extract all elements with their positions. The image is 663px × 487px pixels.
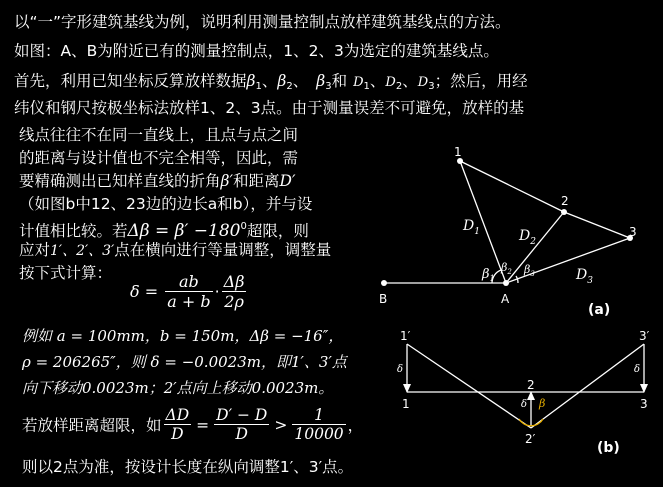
angle-condition: Δβ = β′ −180 bbox=[127, 221, 241, 241]
label-beta1: $\beta_1$ bbox=[482, 267, 495, 283]
equals-sign: = bbox=[196, 415, 210, 434]
formula-intro: 若放样距离超限，如 bbox=[22, 416, 162, 435]
step-text: 超限，则 bbox=[246, 222, 309, 240]
subscript: 3 bbox=[325, 81, 332, 92]
greater-than-sign: > bbox=[274, 415, 288, 434]
comma: ， bbox=[347, 416, 364, 435]
separator: 、 bbox=[261, 72, 278, 90]
figure-b-label: (b) bbox=[597, 440, 620, 456]
numerator: ΔD bbox=[165, 406, 190, 424]
d-symbol: D bbox=[385, 75, 396, 90]
label-beta2: $\beta_2$ bbox=[501, 261, 512, 276]
step-text: 线点往往不在同一直线上，且点与点之间 bbox=[19, 126, 299, 144]
label-D2: $D_2$ bbox=[519, 228, 536, 247]
example-text: ρ = 206265″，则 δ = −0.0023m，即1′、3′点 bbox=[22, 353, 347, 371]
line-1p-2p bbox=[407, 344, 531, 428]
denominator: D bbox=[171, 425, 184, 443]
figure-description: 如图：A、B为附近已有的测量控制点，1、2、3为选定的建筑基线点。 bbox=[14, 42, 499, 60]
label-point-2: 2 bbox=[561, 194, 569, 208]
step-text: ；然后，用经 bbox=[434, 72, 528, 90]
d-symbol: D bbox=[353, 75, 364, 90]
step-text: 应对 bbox=[19, 241, 51, 259]
numerator: D′ − D bbox=[216, 406, 268, 424]
d-symbol: D bbox=[417, 75, 429, 90]
delta-label-2: δ bbox=[521, 399, 528, 410]
adjusted-points: 1′、2′、3′ bbox=[50, 243, 115, 259]
subscript: 3 bbox=[428, 81, 435, 92]
and-text: 和 bbox=[331, 72, 348, 90]
label-point-A: A bbox=[501, 292, 510, 306]
numerator: Δβ bbox=[223, 272, 245, 291]
step-text: 点在横向进行等量调整，调整量 bbox=[114, 241, 332, 259]
step-text: 计值相比较。若 bbox=[19, 222, 128, 240]
subscript: 1 bbox=[255, 81, 262, 92]
beta-symbol: β bbox=[246, 72, 256, 90]
denominator: 10000 bbox=[294, 425, 344, 443]
step-text: 纬仪和钢尺按极坐标法放样1、2、3点。由于测量误差不可避免，放样的基 bbox=[14, 99, 525, 117]
example-text: 向下移动0.0023m；2′点向上移动0.0023m。 bbox=[22, 379, 334, 397]
beta-symbol: β bbox=[316, 72, 326, 90]
denominator: a + b bbox=[167, 292, 211, 311]
beta-prime-symbol: β′ bbox=[220, 172, 233, 190]
subscript: 2 bbox=[286, 81, 293, 92]
beta-label: β bbox=[539, 397, 546, 410]
formula-lhs: δ = bbox=[130, 282, 159, 301]
intro-text: 以“一”字形建筑基线为例，说明利用测量控制点放样建筑基线点的方法。 bbox=[14, 13, 511, 31]
beta-symbol: β bbox=[277, 72, 287, 90]
label-3-prime: 3′ bbox=[639, 329, 650, 343]
example-text: 例如 a = 100mm，b = 150m，Δβ = −16″， bbox=[22, 327, 344, 345]
figure-a-label: (a) bbox=[588, 302, 611, 318]
label-point-B: B bbox=[379, 292, 388, 306]
step-text: （如图b中12、23边的边长a和b），并与设 bbox=[19, 195, 313, 213]
subscript: 2 bbox=[395, 81, 403, 92]
multiply-dot: · bbox=[214, 282, 220, 301]
step-text: 的距离与设计值也不完全相等，因此，需 bbox=[19, 149, 299, 167]
delta-label-3: δ bbox=[634, 364, 641, 375]
step-text: 首先，利用已知坐标反算放样数据 bbox=[14, 72, 247, 90]
label-2-prime: 2′ bbox=[525, 432, 536, 446]
degree-superscript: 0 bbox=[240, 221, 247, 232]
label-D1: $D_1$ bbox=[463, 218, 480, 237]
separator: 、 bbox=[369, 72, 386, 90]
label-point-1: 1 bbox=[454, 145, 462, 159]
label-2: 2 bbox=[527, 378, 535, 392]
subscript: 1 bbox=[363, 81, 370, 92]
label-D3: $D_3$ bbox=[576, 267, 593, 286]
denominator: 2ρ bbox=[224, 292, 244, 311]
numerator: ab bbox=[165, 272, 212, 292]
line-2p-3p bbox=[531, 344, 644, 428]
separator: 、 bbox=[292, 72, 309, 90]
delta-label-1: δ bbox=[397, 364, 404, 375]
label-point-3: 3 bbox=[629, 225, 637, 239]
label-beta3: $\beta_3$ bbox=[524, 263, 535, 278]
conclusion-text: 则以2点为准，按设计长度在纵向调整1′、3′点。 bbox=[22, 458, 354, 476]
step-text: 要精确测出已知样直线的折角 bbox=[19, 172, 221, 190]
numerator: 1 bbox=[292, 406, 345, 425]
step-text: 按下式计算： bbox=[19, 264, 113, 282]
denominator: D bbox=[235, 425, 248, 443]
separator: 、 bbox=[402, 72, 418, 90]
label-3: 3 bbox=[640, 397, 648, 411]
d-prime-symbol: D′ bbox=[279, 172, 296, 190]
label-1-prime: 1′ bbox=[400, 329, 411, 343]
step-text: 和距离 bbox=[233, 172, 280, 190]
label-1: 1 bbox=[402, 397, 410, 411]
